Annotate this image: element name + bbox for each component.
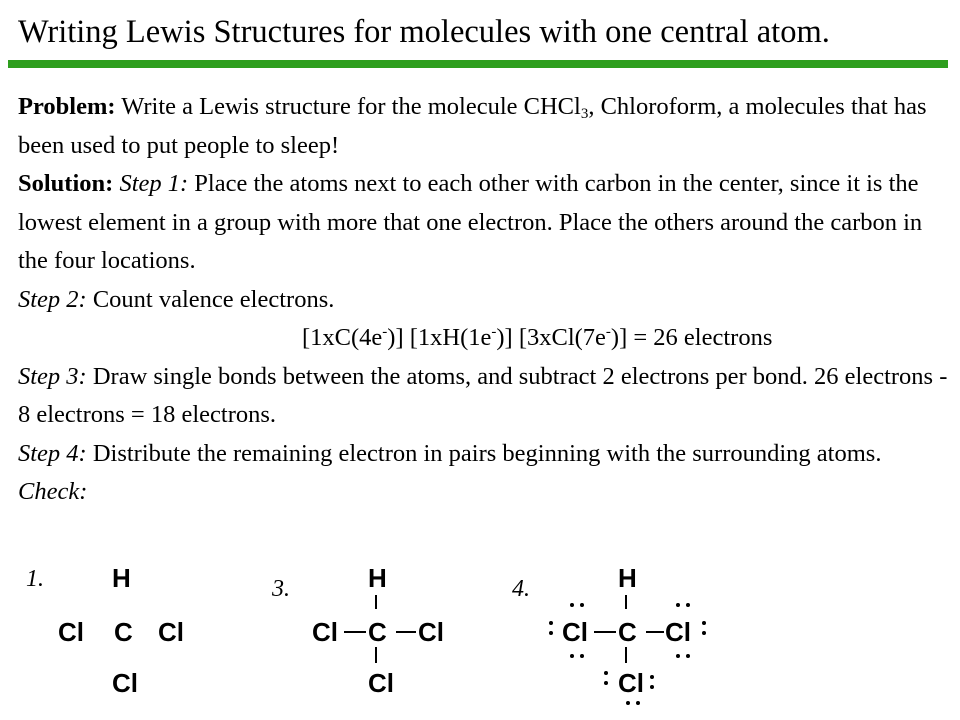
calc-sup-1: - (382, 324, 388, 340)
lone-pair-dot (626, 701, 630, 705)
step3-paragraph (18, 358, 948, 435)
lewis-diagrams (0, 555, 960, 720)
step4-paragraph (18, 435, 948, 474)
problem-text-before: Write a Lewis structure for the molecule CHCl (115, 93, 581, 120)
calc-carbon: [1xC(4e (302, 324, 383, 351)
lone-pair-dot (549, 631, 553, 635)
lone-pair-dot (549, 621, 553, 625)
diagram-3-bond-left (344, 631, 366, 633)
step3-label: Step 3: (18, 362, 87, 390)
title-underline (8, 60, 948, 68)
lone-pair-dot (580, 603, 584, 607)
diagram-1-number: 1. (26, 566, 44, 592)
lone-pair-dot (702, 621, 706, 625)
calc-sup-3: - (605, 324, 611, 340)
check-paragraph (18, 473, 948, 512)
calc-sup-2: - (491, 324, 497, 340)
lone-pair-dot (650, 685, 654, 689)
lone-pair-dot (570, 654, 574, 658)
solution-paragraph (18, 165, 948, 281)
diagram-4-chlorine-left: Cl (562, 617, 588, 647)
diagram-4-bond-left (594, 631, 616, 633)
step1-label: Step 1: (119, 170, 189, 197)
calc-chlorine: )] [3xCl(7e (496, 324, 606, 351)
diagram-3-bond-right (396, 631, 416, 633)
diagram-3-chlorine-left: Cl (312, 617, 338, 647)
diagram-3-bond-top (375, 595, 377, 609)
diagram-1-carbon: C (114, 617, 133, 647)
diagram-4-hydrogen: H (618, 563, 637, 593)
diagram-4-chlorine-right: Cl (665, 617, 691, 647)
diagram-4-bond-top (625, 595, 627, 609)
diagram-3-bond-bottom (375, 647, 377, 663)
diagram-1-hydrogen: H (112, 563, 131, 593)
lone-pair-dot (580, 654, 584, 658)
lone-pair-dot (570, 603, 574, 607)
step1-text: Place the atoms next to each other with carbon in the center, since it is the lowest element in a group with more that one electron. Place the others around the carbon in the four locations. (18, 170, 923, 274)
diagram-4-chlorine-bottom: Cl (618, 668, 644, 698)
problem-paragraph (18, 88, 948, 165)
diagram-1-chlorine-bottom: Cl (112, 668, 138, 698)
diagram-4-number: 4. (512, 576, 530, 602)
lone-pair-dot (676, 603, 680, 607)
diagram-4-carbon: C (618, 617, 637, 647)
lone-pair-dot (686, 654, 690, 658)
diagram-4-bond-right (646, 631, 664, 633)
step4-text: Distribute the remaining electron in pairs beginning with the surrounding atoms. (86, 439, 882, 467)
diagram-4-bond-bottom (625, 647, 627, 663)
diagram-3-carbon: C (368, 617, 387, 647)
lone-pair-dot (676, 654, 680, 658)
lone-pair-dot (686, 603, 690, 607)
calc-hydrogen: )] [1xH(1e (387, 324, 492, 351)
diagram-1-chlorine-left: Cl (58, 617, 84, 647)
calc-total: )] = 26 electrons (610, 324, 773, 351)
diagram-3-hydrogen: H (368, 563, 387, 593)
slide-body (18, 88, 948, 512)
lone-pair-dot (604, 671, 608, 675)
diagram-1-chlorine-right: Cl (158, 617, 184, 647)
check-label: Check: (18, 478, 88, 505)
step3-text: Draw single bonds between the atoms, and subtract 2 electrons per bond. 26 electrons - 8 electrons = 18 electrons. (18, 362, 948, 428)
problem-text-after: , Chloroform, a molecules that has been used to put people to sleep! (18, 93, 927, 159)
solution-label: Solution: (18, 170, 114, 197)
formula-subscript: 3 (580, 106, 589, 122)
lone-pair-dot (702, 631, 706, 635)
lone-pair-dot (650, 675, 654, 679)
lone-pair-dot (604, 681, 608, 685)
diagram-3-number: 3. (272, 576, 290, 602)
electron-count-equation (18, 319, 948, 358)
diagram-3-chlorine-bottom: Cl (368, 668, 394, 698)
step2-paragraph (18, 281, 948, 320)
slide-title: Writing Lewis Structures for molecules with one central atom. (18, 14, 830, 50)
lone-pair-dot (636, 701, 640, 705)
step2-label: Step 2: (18, 285, 87, 313)
diagram-3-chlorine-right: Cl (418, 617, 444, 647)
step2-text: Count valence electrons. (86, 285, 335, 313)
problem-label: Problem: (18, 93, 116, 120)
step4-label: Step 4: (18, 439, 87, 467)
